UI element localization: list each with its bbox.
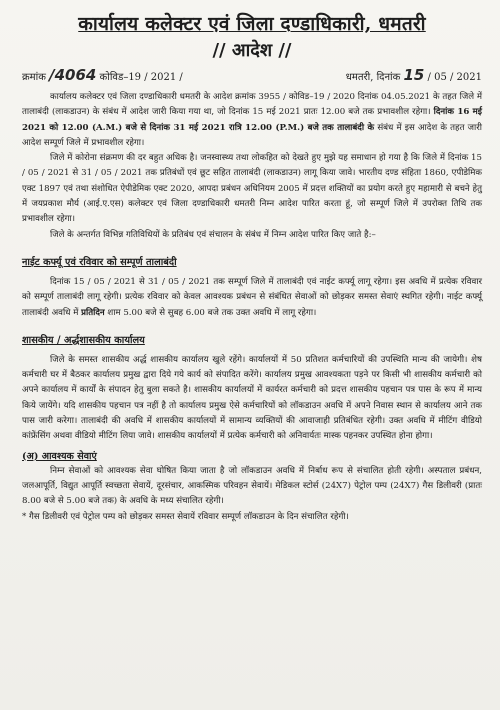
order-heading: // आदेश // bbox=[212, 40, 292, 61]
paragraph-previous-order bbox=[22, 90, 482, 151]
reference-line bbox=[22, 66, 482, 84]
heading-government-offices: शासकीय / अर्द्धशासकीय कार्यालय bbox=[22, 334, 145, 346]
order-date bbox=[346, 66, 482, 84]
night-curfew-text-end: शाम 5.00 बजे से सुबह 6.00 बजे तक उक्त अवधि में लागू रहेगा। bbox=[107, 307, 317, 318]
order-number bbox=[22, 66, 183, 84]
lockdown-period-bold: दिनांक 16 मई 2021 को 12.00 (A.M.) बजे से दिनांक 31 मई 2021 रात्रि 12.00 (P.M.) बजे तक तालाबंदी के bbox=[22, 107, 482, 133]
office-title: कार्यालय कलेक्टर एवं जिला दण्डाधिकारी, धमतरी bbox=[78, 13, 426, 35]
paragraph-intro-orders: जिले के अन्तर्गत विभिन्न गतिविधियों के प्रतिबंध एवं संचालन के संबंध में निम्न आदेश पारित किए जाते है:– bbox=[50, 229, 376, 240]
place-date-prefix: धमतरी, दिनांक bbox=[345, 72, 401, 83]
previous-order-text: कार्यालय कलेक्टर एवं जिला दण्डाधिकारी धमतरी के आदेश क्रमांक 3955 / कोविड–19 / 2020 दिनांक 04.05.2021 के तहत जिले में तालाबंदी (लाकडाउन) के संबंध में आदेश जारी किया गया था, जो दिनांक 15 मई 2021 प्रातः 12.00 बजे तक प्रभावशील रहेगा। bbox=[22, 92, 482, 118]
date-handwritten: 15 bbox=[403, 66, 425, 84]
order-number-handwritten: /4064 bbox=[49, 66, 97, 84]
essential-services-note: * गैस डिलीवरी एवं पेट्रोल पम्प को छोड़कर समस्त सेवायें रविवार सम्पूर्ण लॉकडाउन के दिन संचालित रहेगी। bbox=[22, 511, 349, 522]
previous-order-text-end: संबंध में इस आदेश के तहत जारी आदेश सम्पूर्ण जिले में प्रभावशील रहेगा। bbox=[22, 122, 483, 148]
date-suffix: / 05 / 2021 bbox=[427, 72, 482, 83]
night-curfew-text: दिनांक 15 / 05 / 2021 से 31 / 05 / 2021 तक सम्पूर्ण जिले में तालाबंदी एवं नाईट कर्फ्यू लागू रहेगा। इस अवधि में प्रत्येक रविवार को सम्पूर्ण तालाबंदी लागू रहेगी। प्रत्येक रविवार को केवल आवश्यक प्रबंधन से संबंधित सेवाओं को छोड़कर समस्त सेवाएं स्थगित रहेगी। नाईट कर्फ्यू तालाबंदी अवधि में bbox=[22, 276, 482, 318]
night-curfew-daily-bold: प्रतिदिन bbox=[81, 307, 105, 318]
order-number-suffix: कोविड–19 / 2021 / bbox=[99, 72, 183, 83]
heading-essential-services: (अ) आवश्यक सेवाएं bbox=[22, 450, 97, 462]
paragraph-justification: जिले में कोरोना संक्रमण की दर बहुत अधिक है। जनस्वास्थ्य तथा लोकहित को देखते हुए मुझे यह समाधान हो गया है कि जिले में दिनांक 15 / 05 / 2021 से 31 / 05 / 2021 तक प्रतिबंधों एवं छूट सहित तालाबंदी (लाकडाउन) लागू किया जावे। भारतीय दण्ड संहिता 1860, एपीडेमिक एक्ट 1897 एवं तथा संशोधित ऐपीडेमिक एक्ट 2020, आपदा प्रबंधन अधिनियम 2005 में प्रदत्त शक्तियों का प्रयोग करते हुए महामारी से बचने हेतु में जयप्रकाश मौर्य (आई.ए.एस) कलेक्टर एवं जिला दण्डाधिकारी धमतरी निम्न आदेश पारित करता हूं, जो सम्पूर्ण जिले में उपरोक्त तिथि तक प्रभावशील रहेगा। bbox=[22, 153, 482, 225]
order-number-prefix: क्रमांक bbox=[22, 72, 46, 83]
paragraph-essential-services: निम्न सेवाओं को आवश्यक सेवा घोषित किया जाता है जो लॉकडाउन अवधि में निर्बाध रूप से संचालित होती रहेगी। अस्पताल प्रबंधन, जलआपूर्ति, विद्युत आपूर्ति स्वच्छता सेवायें, दूरसंचार, आकस्मिक परिवहन सेवायें। मेडिकल स्टोर्स (24X7) पेट्रोल पम्प (24X7) गैस डिलीवरी (प्रातः 8.00 बजे से 5.00 बजे तक) के अवधि के मध्य संचालित रहेगी। bbox=[22, 465, 482, 507]
paragraph-government-offices: जिले के समस्त शासकीय अर्द्ध शासकीय कार्यालय खुले रहेंगे। कार्यालयों में 50 प्रतिशत कर्मचारियों की उपस्थिति मान्य की जायेगी। शेष कर्मचारी घर में बैठकर कार्यालय प्रमुख द्वारा दिये गये कार्य को संपादित करेंगे। कार्यालय प्रमुख आवश्यकता पड़ने पर किसी भी शासकीय कर्मचारी को अपने कार्यालय में कार्यों के संपादन हेतु बुला सकते है। शासकीय कार्यालयों में कार्यरत कर्मचारी को प्रदत्त शासकीय पहचान पत्र पास के रूप में मान्य किये जायेंगे। यदि शासकीय पहचान पत्र नहीं है तो कार्यालय प्रमुख ऐसे कर्मचारियों को लॉकडाउन अवधि में अपने निवास स्थान से कार्यालय आने तक पास जारी करेगा। तालाबंदी की अवधि में शासकीय कार्यालयों में सामान्य व्यक्तियों की आवाजाही प्रतिबंधित रहेगी। उक्त अवधि में मीटिंग वीडियो कांफ्रेंसिंग अथवा वीडियो मीटिंग लिया जावे। शासकीय कार्यालयों में प्रत्येक कर्मचारी को अनिवार्यतः मास्क पहनकर उपस्थित होना होगा। bbox=[22, 354, 482, 442]
paragraph-night-curfew bbox=[22, 275, 482, 321]
heading-night-curfew: नाईट कर्फ्यू एवं रविवार को सम्पूर्ण तालाबंदी bbox=[22, 256, 177, 268]
